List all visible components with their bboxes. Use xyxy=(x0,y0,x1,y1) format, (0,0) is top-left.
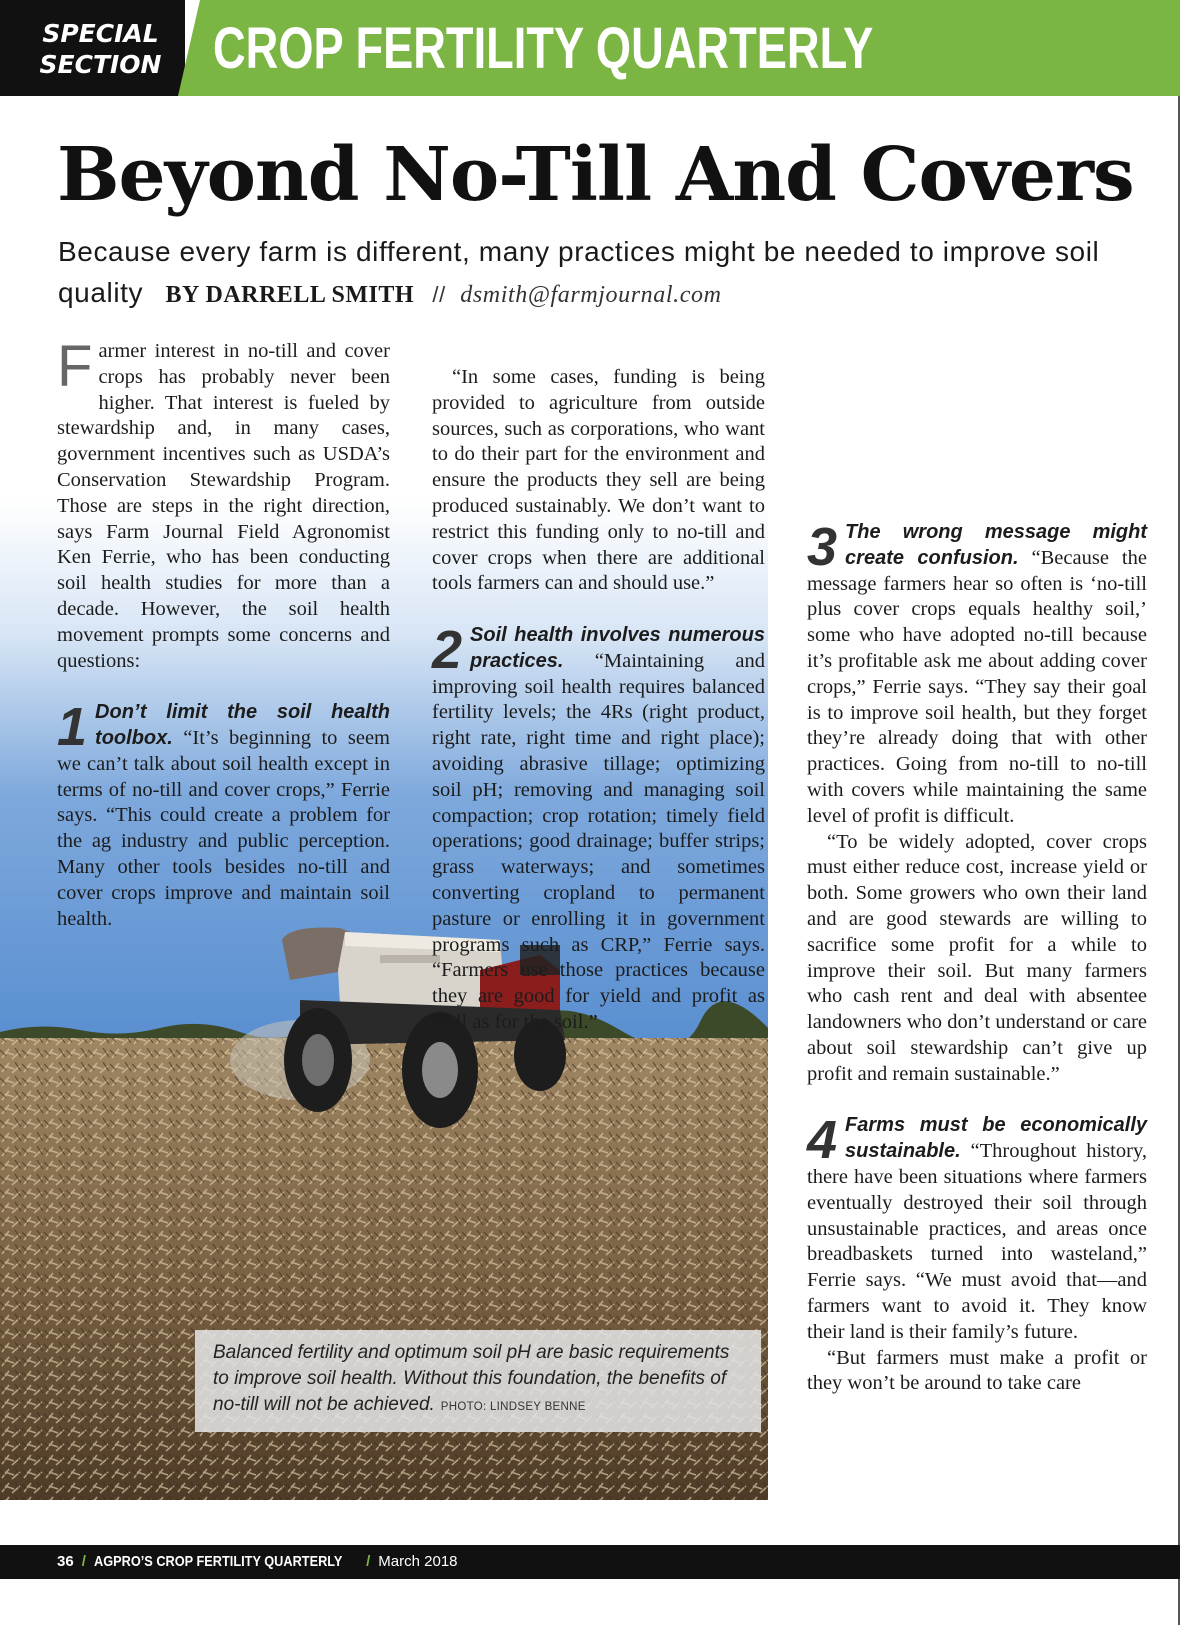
point-2-paragraph xyxy=(432,619,765,1036)
author-email-link[interactable]: dsmith@farmjournal.com xyxy=(460,282,722,308)
deck-text: Because every farm is different, many practices might be needed to improve soil quality xyxy=(58,236,1100,308)
point-1-heading: Don’t limit the soil health toolbox. xyxy=(95,701,390,749)
article-column-2 xyxy=(432,365,765,1036)
point-2-number: 2 xyxy=(432,619,463,680)
byline: BY DARRELL SMITH xyxy=(165,282,415,308)
article-headline: Beyond No-Till And Covers xyxy=(57,132,1134,218)
point-3-number: 3 xyxy=(807,517,838,577)
point-1-text: “It’s beginning to seem we can’t talk about soil health except in terms of no-till and cover crops,” Ferrie says. “This could create a problem for the ag industry and public perception. Many other tools besides no-till and cover crops improve and maintain soil health. xyxy=(57,726,390,930)
point-2-heading: Soil health involves numerous practices. xyxy=(470,623,765,672)
byline-separator: // xyxy=(432,282,446,307)
point-3-heading: The wrong message might create confusion. xyxy=(845,521,1147,569)
photo-credit: PHOTO: LINDSEY BENNE xyxy=(440,1401,586,1413)
caption-text: Balanced fertility and optimum soil pH are basic requirements to improve soil health. Without this foundation, the benefits of no-till will not be achieved. xyxy=(213,1342,730,1415)
point-1-number: 1 xyxy=(57,697,88,758)
article-column-3 xyxy=(807,517,1147,1397)
point-4-number: 4 xyxy=(807,1110,838,1171)
intro-paragraph xyxy=(57,334,390,674)
page-edge-rule xyxy=(1178,96,1180,1625)
point-3-text: “Because the message farmers hear so often is ‘no-till plus cover crops equals healthy soil,’ some who have adopted no-till because it’s profitable ask me about adding cover crops,” Ferrie says. “They say their goal is to improve soil health, but they forget they’re already doing that with other practices. Going from no-till to no-till with covers while maintaining the same level of profit is difficult. xyxy=(807,546,1147,827)
cover-crops-paragraph: “To be widely adopted, cover crops must either reduce cost, increase yield or both. Some growers who own their land and are good stewards are willing to sacrifice some profit for a while to improve their soil. But many farmers who cash rent and deal with absentee landowners who don’t understand or care about soil stewardship can’t give up profit and remain sustainable.” xyxy=(807,830,1147,1085)
footer-date: March 2018 xyxy=(378,1553,458,1570)
point-4-paragraph xyxy=(807,1110,1147,1345)
point-2-text: “Maintaining and improving soil health requires balanced fertility levels; the 4Rs (right product, right rate, right time and right place); avoiding abrasive tillage; optimizing soil pH; removing and managing soil compaction; crop rotation; timely field operations; good drainage; buffer strips; grass waterways; and sometimes converting cropland to permanent pasture or enrolling it in government programs such as CRP,” Ferrie says. “Farmers use those practices because they are good for yield and profit as well as for the soil.” xyxy=(432,649,765,1033)
special-label-line2: SECTION xyxy=(39,50,162,79)
footer-separator: / xyxy=(81,1553,86,1570)
funding-paragraph: “In some cases, funding is being provided to agriculture from outside sources, such as corporations, who want to do their part for the environment and ensure the products they sell are being produced sustainably. We don’t want to restrict this funding only to no-till and cover crops when there are additional tools farmers can and should use.” xyxy=(432,366,765,595)
point-3-paragraph xyxy=(807,517,1147,830)
point-4-text: “Throughout history, there have been situations where farmers eventually destroyed their soil through unsustainable practices, and areas once breadbaskets turned into wasteland,” Ferrie says. “We must avoid that—and farmers want to avoid it. They know their land is their family’s future. xyxy=(807,1140,1147,1343)
point-4-heading: Farms must be economically sustainable. xyxy=(845,1114,1147,1163)
article-column-1 xyxy=(57,334,390,932)
page-footer xyxy=(0,1545,1180,1579)
drop-cap: F xyxy=(57,334,93,399)
closing-paragraph: “But farmers must make a profit or they won’t be around to take care xyxy=(807,1346,1147,1395)
footer-magazine-name: AGPRO’S CROP FERTILITY QUARTERLY xyxy=(93,1553,343,1570)
photo-caption xyxy=(195,1330,761,1432)
section-title: CROP FERTILITY QUARTERLY xyxy=(213,16,874,81)
footer-separator: / xyxy=(366,1553,371,1570)
article-deck xyxy=(58,231,1158,316)
special-section-label xyxy=(18,18,183,80)
page-number: 36 xyxy=(57,1553,74,1570)
intro-text: armer interest in no-till and cover crops has probably never been higher. That interest is fueled by stewardship and, in many cases, government incentives such as USDA’s Conservation Stewardship Program. Those are steps in the right direction, says Farm Journal Field Agronomist Ken Ferrie, who has been conducting soil health studies for more than a decade. However, the soil health movement prompts some concerns and questions: xyxy=(57,340,390,672)
special-label-line1: SPECIAL xyxy=(42,19,159,48)
point-1-paragraph xyxy=(57,697,390,932)
